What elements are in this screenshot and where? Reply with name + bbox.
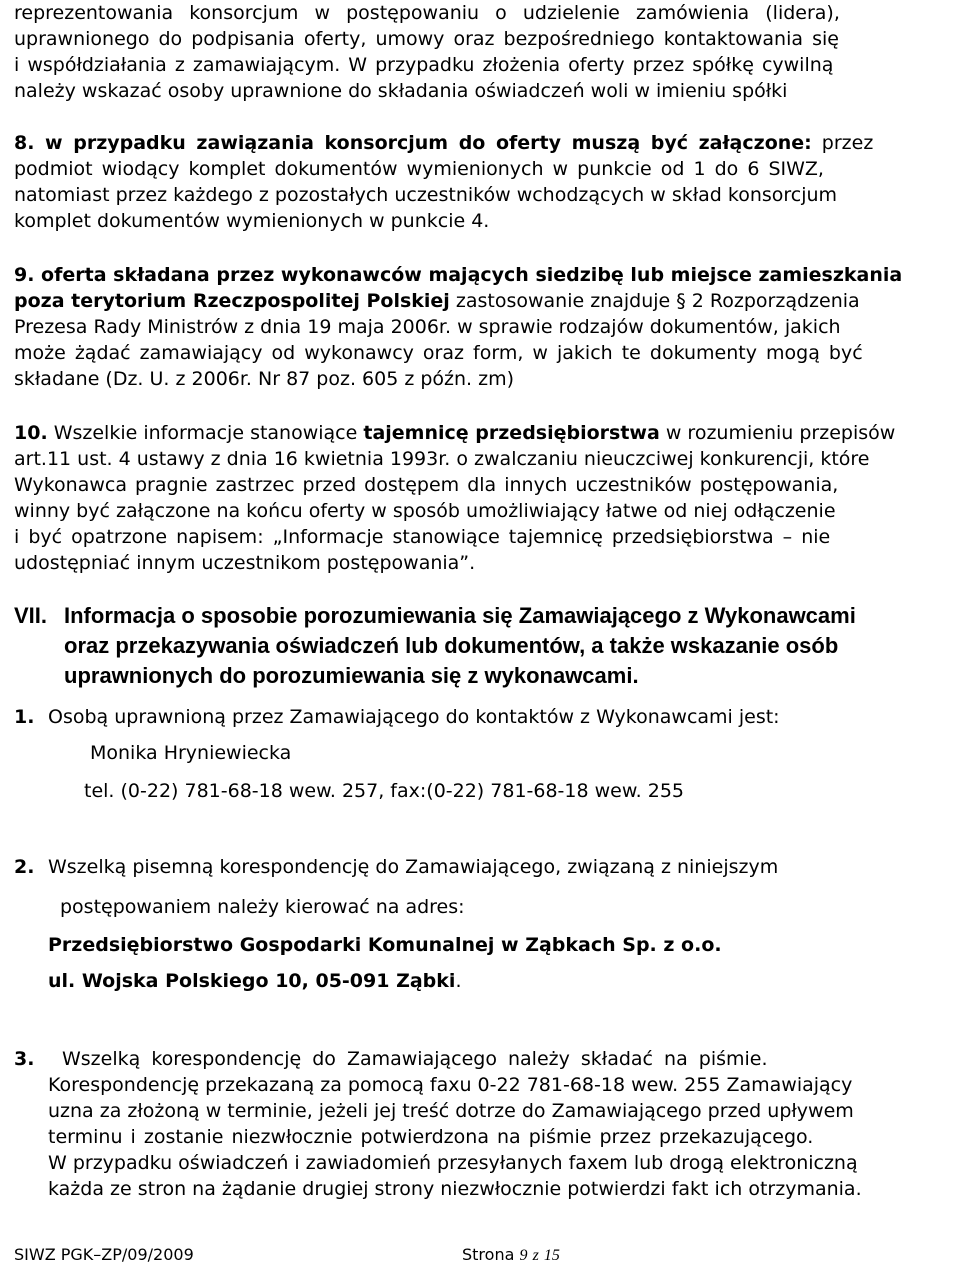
section-number: VII. [14,603,48,628]
footer-doc-id: SIWZ PGK–ZP/09/2009 [14,1245,194,1264]
company-name: Przedsiębiorstwo Gospodarki Komunalnej w Ząbkach Sp. z o.o. [48,934,722,956]
text-line: może żądać zamawiający od wykonawcy oraz form, w jakich te dokumenty mogą być [14,342,863,364]
text-line: każda ze stron na żądanie drugiej strony niezwłocznie potwierdzi fakt ich otrzymania. [48,1178,862,1200]
item-number: 3. [14,1048,35,1070]
text-line: komplet dokumentów wymienionych w punkcie 4. [14,210,490,232]
text-line: uprawnionego do podpisania oferty, umowy oraz bezpośredniego kontaktowania się [14,28,839,50]
text-line: należy wskazać osoby uprawnione do składania oświadczeń woli w imieniu spółki [14,80,788,102]
company-address [48,968,461,994]
text-line: Korespondencję przekazaną za pomocą faxu 0-22 781-68-18 wew. 255 Zamawiający [48,1074,853,1096]
bold-text: tajemnicę przedsiębiorstwa [363,422,660,444]
text-line: udostępniać innym uczestnikom postępowania”. [14,552,476,574]
heading-line: Informacja o sposobie porozumiewania się Zamawiającego z Wykonawcami [64,603,856,628]
item-number: 10. [14,422,48,444]
text: Wszelkie informacje stanowiące [47,422,364,444]
bold-text: poza terytorium Rzeczpospolitej Polskiej [14,290,450,312]
footer-page-number [462,1245,560,1265]
text-line: i być opatrzone napisem: „Informacje stanowiące tajemnicę przedsiębiorstwa – nie [14,526,831,548]
text: . [455,970,462,992]
text-line [14,0,936,26]
contact-phone: tel. (0-22) 781-68-18 wew. 257, fax:(0-22) 781-68-18 wew. 255 [84,780,685,802]
text-line: podmiot wiodący komplet dokumentów wymienionych w punkcie od 1 do 6 SIWZ, [14,158,824,180]
text-line: natomiast przez każdego z pozostałych uczestników wchodzących w skład konsorcjum [14,184,838,206]
text-line: Wykonawca pragnie zastrzec przed dostępem dla innych uczestników postępowania, [14,474,839,496]
text: w rozumieniu przepisów [659,422,896,444]
text-line [14,420,895,446]
text-line: składane (Dz. U. z 2006r. Nr 87 poz. 605 z późn. zm) [14,368,515,390]
text: Strona [462,1245,515,1264]
text-line: Wszelką pisemną korespondencję do Zamawiającego, związaną z niniejszym [48,856,779,878]
text-line: Osobą uprawnioną przez Zamawiającego do kontaktów z Wykonawcami jest: [48,706,780,728]
item-number: 1. [14,706,35,728]
text-line: uzna za złożoną w terminie, jeżeli jej treść dotrze do Zamawiającego przed upływem [48,1100,854,1122]
text-line: Prezesa Rady Ministrów z dnia 19 maja 2006r. w sprawie rodzajów dokumentów, jakich [14,316,841,338]
heading-line: oraz przekazywania oświadczeń lub dokumentów, a także wskazanie osób [64,633,839,658]
page-total: 15 [543,1247,560,1264]
text-line: terminu i zostanie niezwłocznie potwierdzona na piśmie przez przekazującego. [48,1126,814,1148]
text-line: Wszelką korespondencję do Zamawiającego należy składać na piśmie. [62,1048,768,1070]
text-line: i współdziałania z zamawiającym. W przypadku złożenia oferty przez spółkę cywilną [14,54,834,76]
contact-name: Monika Hryniewiecka [90,742,292,764]
heading-line: uprawnionych do porozumiewania się z wykonawcami. [64,663,639,688]
text-line [14,288,860,314]
text-line: art.11 ust. 4 ustawy z dnia 16 kwietnia 1993r. o zwalczaniu nieuczciwej konkurencji, które [14,448,870,470]
text-line: winny być załączone na końcu oferty w sposób umożliwiający łatwe od niej odłączenie [14,500,836,522]
text: z [532,1247,539,1264]
text-line: postępowaniem należy kierować na adres: [60,896,465,918]
text-line: W przypadku oświadczeń i zawiadomień przesyłanych faxem lub drogą elektroniczną [48,1152,858,1174]
bold-text: ul. Wojska Polskiego 10, 05-091 Ząbki [48,970,456,992]
page-current: 9 [519,1247,528,1264]
text-line: 9. oferta składana przez wykonawców mających siedzibę lub miejsce zamieszkania [14,264,903,286]
text-line-content: reprezentowania konsorcjum w postępowaniu o udzielenie zamówienia (lidera), [14,2,840,24]
text-line [14,130,873,156]
text: zastosowanie znajduje § 2 Rozporządzenia [449,290,860,312]
item-number: 2. [14,856,35,878]
text: przez [811,132,874,154]
bold-text: 8. w przypadku zawiązania konsorcjum do oferty muszą być załączone: [14,132,812,154]
